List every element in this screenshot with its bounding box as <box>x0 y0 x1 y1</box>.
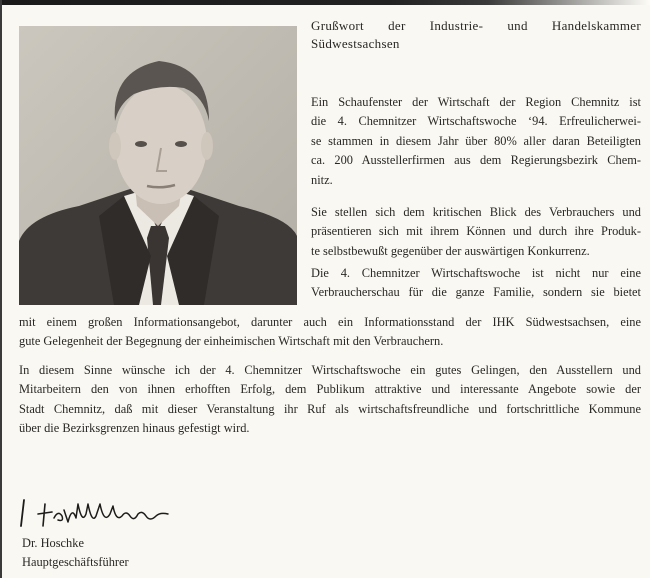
paragraph-3-right <box>311 264 641 303</box>
paragraph-3-line: gute Gelegenheit der Begegnung der einheimischen Wirtschaft mit den Verbrauchern. <box>19 334 444 349</box>
paragraph-4-line: Mitarbeitern den von ihnen erhofften Erfolg, dem Publikum attraktive und interessante Angebote sowie der <box>19 382 641 397</box>
paragraph-1-line: se stammen in diesem Jahr über 80% aller daran Beteiligten <box>311 133 641 148</box>
portrait-photo <box>19 26 297 305</box>
handwritten-signature <box>18 492 178 532</box>
heading-line-2: Südwestsachsen <box>311 36 400 51</box>
greeting-heading <box>311 17 641 53</box>
paragraph-2 <box>311 203 641 261</box>
signer-name: Dr. Hoschke <box>22 536 84 550</box>
scan-left-edge <box>0 0 2 578</box>
paragraph-4 <box>19 361 641 439</box>
paragraph-3-line: Verbraucherschau für die ganze Familie, sondern sie bietet <box>311 285 641 300</box>
paragraph-3-line: Die 4. Chemnitzer Wirtschaftswoche ist nicht nur eine <box>311 266 641 280</box>
paragraph-4-line: Stadt Chemnitz, daß mit dieser Veranstaltung ihr Ruf als wirtschaftsfreundliche und fortschrittliche Kommune <box>19 401 641 416</box>
paragraph-1-line: Ein Schaufenster der Wirtschaft der Region Chemnitz ist <box>311 95 641 109</box>
heading-line-1: Grußwort der Industrie- und Handelskammer <box>311 18 641 33</box>
paragraph-1-line: nitz. <box>311 172 333 187</box>
paragraph-3-full <box>19 313 641 352</box>
paragraph-1-line: ca. 200 Ausstellerfirmen aus dem Regierungsbezirk Chem- <box>311 153 641 168</box>
paragraph-4-line: über die Bezirksgrenzen hinaus gefestigt wird. <box>19 421 250 436</box>
paragraph-1-line: die 4. Chemnitzer Wirtschaftswoche ‘94. Erfreulicherwei- <box>311 114 641 129</box>
paragraph-4-line: In diesem Sinne wünsche ich der 4. Chemnitzer Wirtschaftswoche ein gutes Gelingen, den Ausstellern und <box>19 363 641 377</box>
paragraph-2-line: präsentieren sich mit ihrem Können und durch ihre Produk- <box>311 224 641 239</box>
paragraph-3-line: mit einem großen Informationsangebot, darunter auch ein Informationsstand der IHK Südwestsachsen, eine <box>19 315 641 329</box>
scan-top-edge <box>0 0 650 5</box>
paragraph-2-line: te selbstbewußt gegenüber der auswärtigen Konkurrenz. <box>311 243 590 258</box>
portrait-illustration <box>19 26 297 305</box>
paragraph-2-line: Sie stellen sich dem kritischen Blick des Verbrauchers und <box>311 205 641 219</box>
paragraph-1 <box>311 93 641 190</box>
signer-title: Hauptgeschäftsführer <box>22 555 129 569</box>
